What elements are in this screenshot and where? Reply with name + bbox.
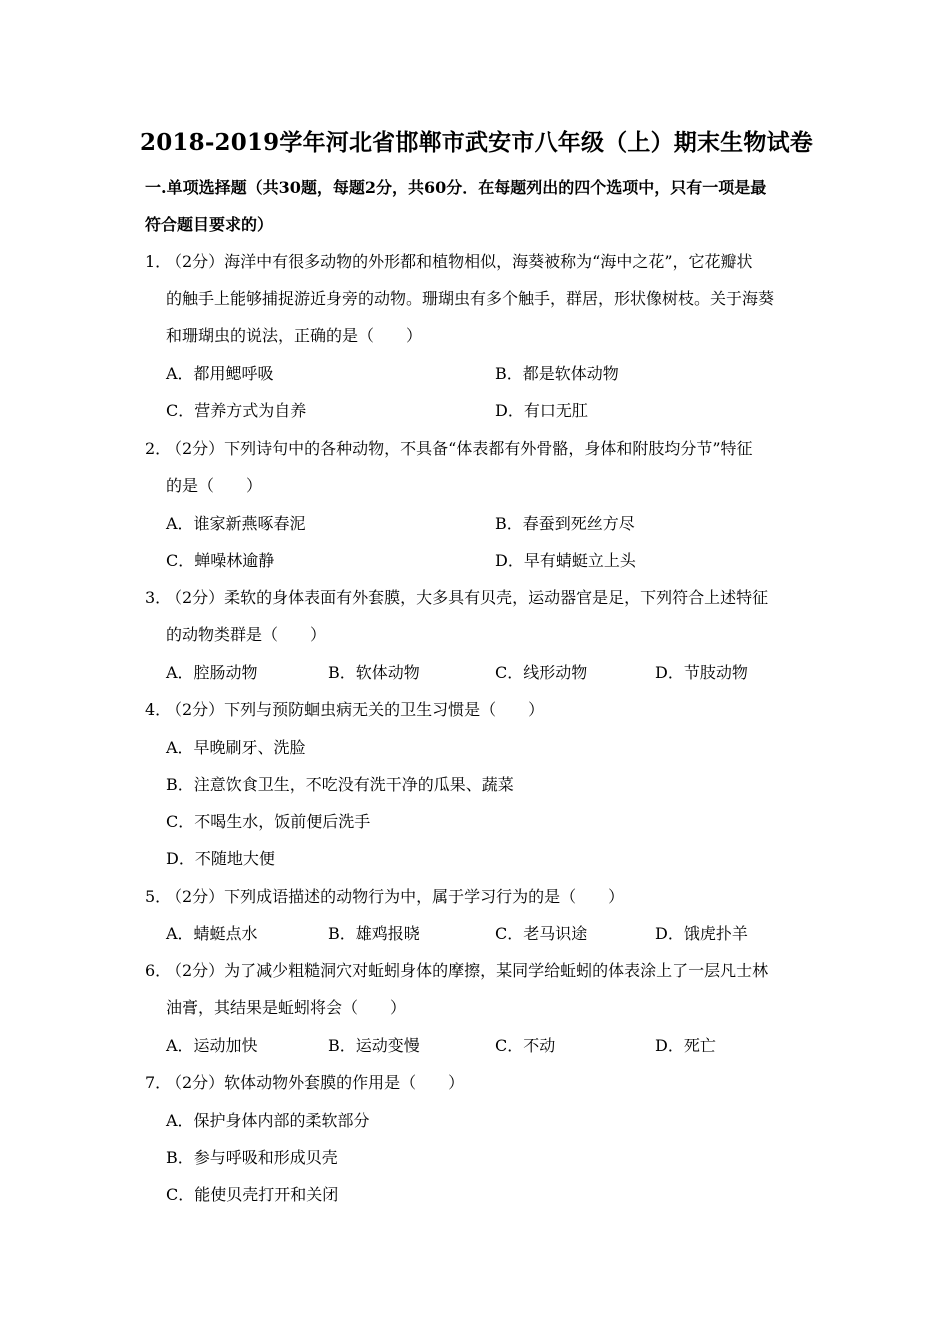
option-b[interactable]: B．注意饮食卫生，不吃没有洗干净的瓜果、蔬菜: [166, 775, 514, 794]
exam-title: 2018-2019学年河北省邯郸市武安市八年级（上）期末生物试卷: [140, 129, 813, 156]
option-d[interactable]: D．节肢动物: [655, 663, 748, 682]
option-a[interactable]: A．谁家新燕啄春泥: [166, 514, 306, 533]
option-d[interactable]: D．早有蜻蜓立上头: [495, 551, 636, 570]
option-c[interactable]: C．蝉噪林逾静: [166, 551, 275, 570]
question-number: 5．: [145, 887, 172, 906]
option-b[interactable]: B．都是软体动物: [495, 364, 619, 383]
option-b[interactable]: B．参与呼吸和形成贝壳: [166, 1148, 338, 1167]
option-c[interactable]: C．营养方式为自养: [166, 401, 307, 420]
option-a[interactable]: A．都用鳃呼吸: [166, 364, 274, 383]
question-stem-line: （2分）海洋中有很多动物的外形都和植物相似，海葵被称为“海中之花”，它花瓣状: [166, 252, 753, 271]
section-heading-line-2: 符合题目要求的）: [145, 215, 274, 234]
option-a[interactable]: A．早晚刷牙、洗脸: [166, 738, 306, 757]
question-stem-line: （2分）下列诗句中的各种动物，不具备“体表都有外骨骼，身体和附肢均分节”特征: [166, 439, 753, 458]
question-number: 1．: [145, 252, 172, 271]
option-a[interactable]: A．蜻蜓点水: [166, 924, 258, 943]
question-stem-line: 油膏，其结果是蚯蚓将会（ ）: [166, 998, 407, 1017]
question-number: 7．: [145, 1073, 172, 1092]
option-d[interactable]: D．有口无肛: [495, 401, 588, 420]
question-stem-line: （2分）下列与预防蛔虫病无关的卫生习惯是（ ）: [166, 700, 545, 719]
option-c[interactable]: C．能使贝壳打开和关闭: [166, 1185, 339, 1204]
option-b[interactable]: B．春蚕到死丝方尽: [495, 514, 635, 533]
question-stem-line: 和珊瑚虫的说法，正确的是（ ）: [166, 326, 423, 345]
question-stem-line: 的触手上能够捕捉游近身旁的动物。珊瑚虫有多个触手，群居，形状像树枝。关于海葵: [166, 289, 775, 308]
question-number: 3．: [145, 588, 172, 607]
option-d[interactable]: D．死亡: [655, 1036, 716, 1055]
option-c[interactable]: C．老马识途: [495, 924, 588, 943]
question-number: 4．: [145, 700, 172, 719]
question-number: 6．: [145, 961, 172, 980]
question-stem-line: （2分）软体动物外套膜的作用是（ ）: [166, 1073, 465, 1092]
question-stem-line: （2分）下列成语描述的动物行为中，属于学习行为的是（ ）: [166, 887, 625, 906]
option-b[interactable]: B．运动变慢: [328, 1036, 420, 1055]
option-d[interactable]: D．饿虎扑羊: [655, 924, 748, 943]
section-heading-line-1: 一.单项选择题（共30题，每题2分，共60分．在每题列出的四个选项中，只有一项是最: [145, 178, 767, 197]
option-c[interactable]: C．不动: [495, 1036, 556, 1055]
option-b[interactable]: B．软体动物: [328, 663, 420, 682]
option-b[interactable]: B．雄鸡报晓: [328, 924, 420, 943]
question-stem-line: （2分）柔软的身体表面有外套膜，大多具有贝壳，运动器官是足，下列符合上述特征: [166, 588, 769, 607]
option-c[interactable]: C．线形动物: [495, 663, 588, 682]
question-number: 2．: [145, 439, 172, 458]
question-stem-line: 的是（ ）: [166, 476, 263, 495]
option-a[interactable]: A．运动加快: [166, 1036, 258, 1055]
question-stem-line: 的动物类群是（ ）: [166, 625, 327, 644]
option-d[interactable]: D．不随地大便: [166, 849, 275, 868]
question-stem-line: （2分）为了减少粗糙洞穴对蚯蚓身体的摩擦，某同学给蚯蚓的体表涂上了一层凡士林: [166, 961, 769, 980]
option-a[interactable]: A．保护身体内部的柔软部分: [166, 1111, 370, 1130]
option-c[interactable]: C．不喝生水，饭前便后洗手: [166, 812, 371, 831]
option-a[interactable]: A．腔肠动物: [166, 663, 258, 682]
